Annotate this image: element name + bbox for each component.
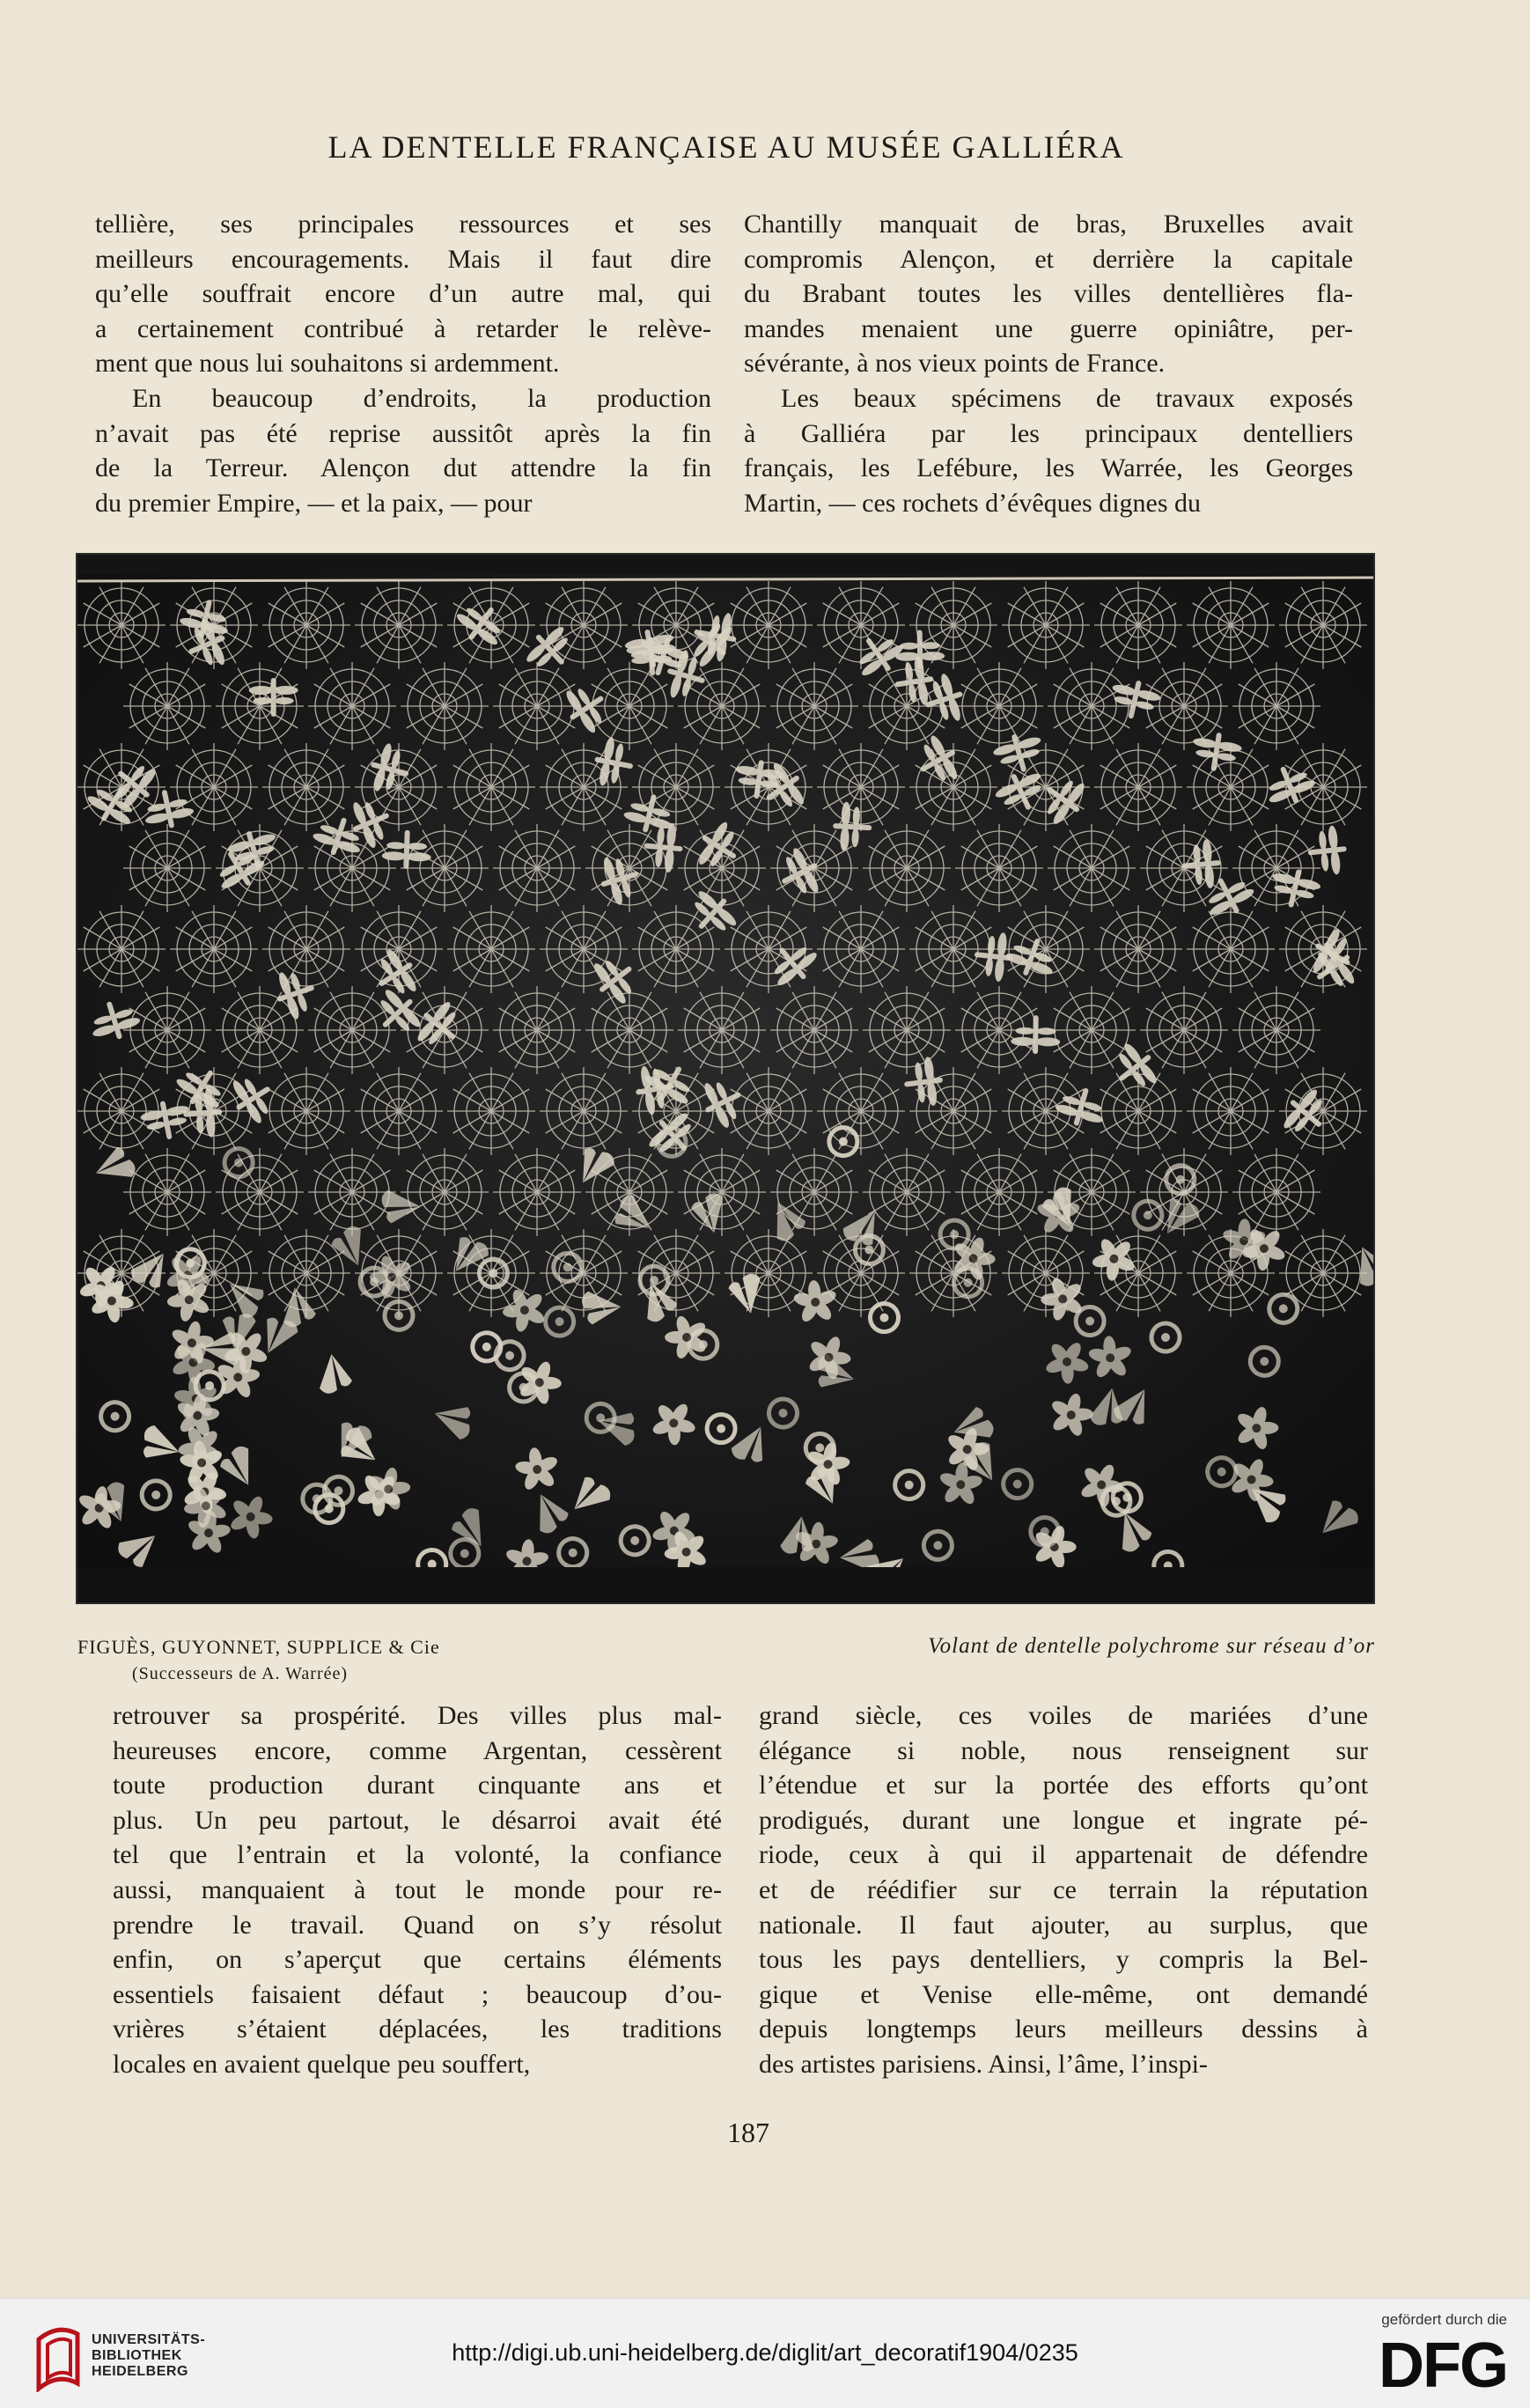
text-line: meilleurs encouragements. Mais il faut dire [95,244,711,274]
text-line: du premier Empire, — et la paix, — pour [95,488,533,518]
text-line: nationale. Il faut ajouter, au surplus, que [759,1910,1368,1940]
text-line: et de réédifier sur ce terrain la réputation [759,1874,1368,1904]
text-line: essentiels faisaient défaut ; beaucoup d’ou- [113,1979,722,2009]
text-line: Chantilly manquait de bras, Bruxelles avait [744,210,1353,239]
text-line: tous les pays dentelliers, y compris la Bel- [759,1945,1368,1975]
institution-line-1: UNIVERSITÄTS- [92,2332,206,2347]
text-line: locales en avaient quelque peu souffert, [113,2049,531,2079]
text-line: sévérante, à nos vieux points de France. [744,349,1166,379]
text-column-bottom-right [759,1698,1368,2082]
text-line: ment que nous lui souhaitons si ardemment. [95,349,560,379]
page-number: 187 [727,2117,769,2148]
text-line: gique et Venise elle-même, ont demandé [759,1979,1368,2009]
lace-bottom-edge [77,1567,1373,1602]
text-column-bottom-left [113,1698,722,2082]
text-line: a certainement contribué à retarder le relève- [95,313,711,343]
text-line: tel que l’entrain et la volonté, la confiance [113,1840,722,1870]
maker-name: FIGUÈS, GUYONNET, SUPPLICE & Cie [77,1636,440,1658]
text-line: aussi, manquaient à tout le monde pour re- [113,1874,722,1904]
lace-illustration [77,555,1373,1602]
text-line: l’étendue et sur la portée des efforts qu’ont [759,1771,1368,1800]
text-line: n’avait pas été reprise aussitôt après la fin [95,418,711,448]
text-line: de la Terreur. Alençon dut attendre la fin [95,453,711,483]
text-line: qu’elle souffrait encore d’un autre mal, qui [95,279,711,309]
funding-note: gefördert durch die [1381,2311,1507,2328]
running-title: LA DENTELLE FRANÇAISE AU MUSÉE GALLIÉRA [327,129,1125,165]
text-line: tellière, ses principales ressources et ses [95,210,711,239]
text-line: des artistes parisiens. Ainsi, l’âme, l’inspi- [759,2049,1208,2079]
text-line: depuis longtemps leurs meilleurs dessins à [759,2014,1368,2044]
text-line: retrouver sa prospérité. Des villes plus mal- [113,1701,722,1730]
lace-photograph [77,555,1373,1602]
text-line: compromis Alençon, et derrière la capitale [744,244,1353,274]
digitization-footer [0,2298,1530,2408]
text-line: du Brabant toutes les villes dentellières fla- [744,279,1353,309]
text-line: toute production durant cinquante ans et [113,1771,722,1800]
text-column-top-left [95,207,711,520]
text-line: prendre le travail. Quand on s’y résolut [113,1910,722,1940]
text-line: grand siècle, ces voiles de mariées d’une [759,1701,1368,1730]
text-column-top-right [744,207,1353,520]
institution-line-2: BIBLIOTHEK [92,2348,182,2363]
text-line: vrières s’étaient déplacées, les traditions [113,2014,722,2044]
text-line: Les beaux spécimens de travaux exposés [781,383,1353,413]
text-line: français, les Lefébure, les Warrée, les Georges [744,453,1353,483]
text-line: En beaucoup d’endroits, la production [132,383,711,413]
text-line: Martin, — ces rochets d’évêques dignes du [744,488,1202,518]
text-line: riode, ceux à qui il appartenait de défendre [759,1840,1368,1870]
dfg-logo: DFG [1379,2331,1507,2401]
permalink-url[interactable]: http://digi.ub.uni-heidelberg.de/diglit/art_decoratif1904/0235 [452,2339,1078,2366]
text-line: heureuses encore, comme Argentan, cessèrent [113,1735,722,1765]
institution-line-3: HEIDELBERG [92,2364,188,2379]
maker-caption [77,1634,694,1687]
text-line: enfin, on s’aperçut que certains éléments [113,1945,722,1975]
text-line: mandes menaient une guerre opiniâtre, per- [744,313,1353,343]
plate-title: Volant de dentelle polychrome sur réseau d’or [928,1634,1375,1658]
lace-top-border [77,555,1373,574]
text-line: prodigués, durant une longue et ingrate pé- [759,1805,1368,1835]
maker-successor: (Successeurs de A. Warrée) [132,1664,349,1683]
text-line: à Galliéra par les principaux dentelliers [744,418,1353,448]
text-line: plus. Un peu partout, le désarroi avait été [113,1805,722,1835]
text-line: élégance si noble, nous renseignent sur [759,1735,1368,1765]
